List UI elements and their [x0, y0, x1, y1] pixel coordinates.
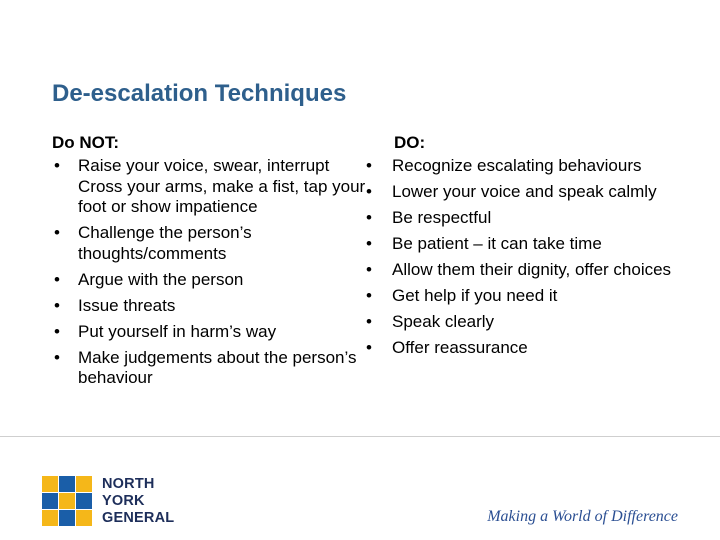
list-item: • Raise your voice, swear, interrupt Cross your arms, make a fist, tap your foot or show impatience [52, 156, 368, 218]
list-item: • Get help if you need it [364, 286, 684, 307]
list-item: • Be respectful [364, 208, 684, 229]
list-item: • Lower your voice and speak calmly [364, 182, 684, 203]
do-list [364, 156, 684, 359]
list-item: • Argue with the person [52, 270, 368, 291]
logo-line-general: GENERAL [102, 510, 175, 526]
list-item: • Make judgements about the person’s behaviour [52, 348, 368, 389]
logo-wordmark [102, 476, 174, 527]
list-item: • Speak clearly [364, 312, 684, 333]
list-item: • Be patient – it can take time [364, 234, 684, 255]
footer-divider [0, 436, 720, 437]
logo-line-north: NORTH [102, 476, 155, 492]
logo-line-york: YORK [102, 493, 145, 509]
list-item: • Challenge the person’s thoughts/comments [52, 223, 368, 264]
list-item: • Issue threats [52, 296, 368, 317]
list-item: • Recognize escalating behaviours [364, 156, 684, 177]
logo-grid-icon [42, 476, 92, 526]
list-item: • Offer reassurance [364, 338, 684, 359]
do-heading: DO: [394, 133, 426, 152]
do-not-list [52, 156, 368, 389]
footer-tagline: Making a World of Difference [487, 508, 678, 525]
list-item: • Allow them their dignity, offer choices [364, 260, 684, 281]
slide-title: De-escalation Techniques [52, 80, 347, 107]
list-item: • Put yourself in harm’s way [52, 322, 368, 343]
do-not-column [52, 130, 368, 394]
do-column [364, 130, 684, 364]
do-not-heading: Do NOT: [52, 133, 120, 152]
